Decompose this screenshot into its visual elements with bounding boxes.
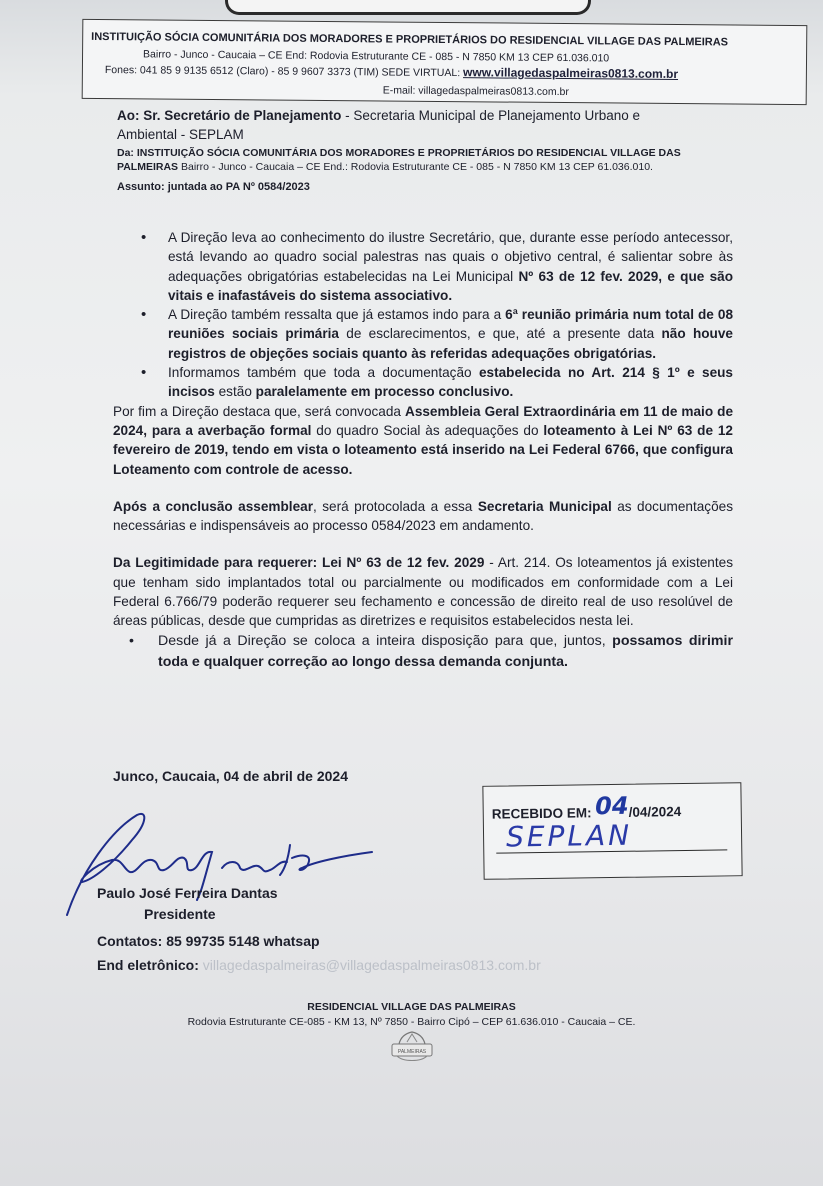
bullet-text: Desde já a Direção se coloca a inteira disposição para que, juntos, (158, 632, 613, 649)
contacts-block (97, 929, 541, 977)
paragraph-text: do quadro Social às adequações do (311, 422, 544, 438)
footer-title: RESIDENCIAL VILLAGE DAS PALMEIRAS (307, 1001, 516, 1013)
letterhead-phones: Fones: 041 85 9 9135 6512 (Claro) - 85 9 9607 3373 (TIM) SEDE VIRTUAL: (104, 64, 464, 80)
paper-clip (225, 0, 591, 15)
letterhead-website-link[interactable]: www.villagedaspalmeiras0813.com.br (463, 65, 679, 82)
signer-role: Presidente (144, 906, 216, 922)
contact-email-label: End eletrônico: (97, 957, 203, 973)
letterhead-box (82, 19, 808, 105)
paragraph-bold: Da Legitimidade para requerer: Lei Nº 63 de 12 fev. 2029 (113, 555, 485, 571)
bullet-text: A Direção leva ao conhecimento do ilustre Secretário, que, durante esse período antecessor, está levando ao quadro social palestras nas quais o objetivo central, é salientar sobre às adequações obrigatórias estabelecidas na Lei Municipal (168, 230, 733, 284)
stamp-label-text: RECEBIDO EM: (491, 805, 596, 822)
bullet-bold: paralelamente em processo conclusivo. (255, 384, 514, 400)
letterhead-title: INSTITUIÇÃO SÓCIA COMUNITÁRIA DOS MORADORES E PROPRIETÁRIOS DO RESIDENCIAL VILLAGE DAS PALMEIRAS (91, 30, 729, 49)
sender-line (117, 146, 737, 174)
paragraph-bold: Secretaria Municipal (477, 498, 612, 514)
paragraph (113, 497, 733, 536)
contact-phone: Contatos: 85 99735 5148 whatsap (97, 933, 320, 949)
footer-address: Rodovia Estruturante CE-085 - KM 13, Nº 7850 - Bairro Cipó – CEP 61.636.010 - Caucaia – CE. (187, 1016, 636, 1028)
letterhead-email: E-mail: villagedaspalmeiras0813.com.br (382, 84, 569, 99)
bullet-bold: estabelecida no Art. 214 § 1º e seus incisos (168, 365, 733, 400)
bullet-bold: possamos dirimir toda e qualquer correção ao longo dessa demanda conjunta. (158, 632, 733, 670)
bullet-bold: 6ª reunião primária num total de 08 reuniões sociais primária (168, 307, 733, 342)
recipient-line (117, 106, 737, 144)
page-footer (0, 1000, 823, 1030)
signature-block (97, 883, 278, 925)
recipient-line2: Ambiental - SEPLAM (117, 127, 244, 142)
contact-email-link[interactable]: villagedaspalmeiras@villagedaspalmeiras0813.com.br (202, 957, 541, 973)
letter-date: Junco, Caucaia, 04 de abril de 2024 (113, 768, 348, 784)
recipient-rest: - Secretaria Municipal de Planejamento Urbano e (341, 108, 640, 123)
letterhead-address: Bairro - Junco - Caucaia – CE End: Rodovia Estruturante CE - 085 - N 7850 KM 13 CEP 61.036.010 (143, 48, 610, 65)
bullet-item (113, 363, 733, 402)
bullet-text: A Direção também ressalta que já estamos indo para a (168, 307, 506, 323)
paragraph-bold: Após a conclusão assemblear (113, 498, 313, 514)
bullet-item (113, 228, 733, 305)
palmeiras-logo-icon (389, 1030, 435, 1066)
bullet-bold: não houve registros de objeções sociais quanto às referidas adequações obrigatórias. (168, 326, 733, 361)
subject-line: Assunto: juntada ao PA Nº 0584/2023 (117, 181, 310, 193)
contact-email-line (97, 953, 541, 977)
paragraph (113, 402, 733, 479)
letter-body (113, 228, 733, 673)
svg-text:PALMEIRAS: PALMEIRAS (397, 1049, 427, 1055)
stamp-day: 04 (594, 791, 629, 821)
bullet-text: de esclarecimentos, e que, até a presente data (338, 326, 662, 342)
paragraph-text: , será protocolada a essa (312, 498, 478, 514)
recipient-block (117, 106, 737, 196)
paragraph-bold: Assembleia Geral Extraordinária em 11 de maio de 2024, para a averbação formal (113, 403, 734, 438)
received-stamp (482, 782, 742, 880)
bullet-bold: Nº 63 de 12 fev. 2029, e que são vitais e inafastáveis do sistema associativo. (168, 268, 734, 303)
recipient-label: Ao: Sr. Secretário de Planejamento (117, 108, 342, 123)
stamp-month-year: /04/2024 (628, 804, 682, 820)
paragraph (113, 553, 733, 630)
bullet-text: estão (214, 384, 256, 400)
sender-address: Bairro - Junco - Caucaia – CE End.: Rodovia Estruturante CE - 085 - N 7850 KM 13 CEP 61.036.010. (178, 161, 653, 173)
signer-name: Paulo José Ferreira Dantas (97, 885, 278, 901)
paragraph-text: as documentações necessárias e indispensáveis ao processo 0584/2023 em andamento. (113, 498, 734, 534)
bullet-item (113, 305, 733, 363)
sender-label: Da: INSTITUIÇÃO SÓCIA COMUNITÁRIA DOS MORADORES E PROPRIETÁRIOS DO RESIDENCIAL VILLAGE DAS PALMEIRAS (117, 147, 681, 173)
paragraph-text: - Art. 214. Os loteamentos já existentes que tenham sido implantados total ou parcialmente ou modificados em conformidade com a Lei Federal 6.766/79 poderão requerer seu fechamento e concessão de direito real de uso resolúvel de áreas públicas, desde que cumpridas as diretrizes e requisitos estabelecidos nesta lei. (113, 555, 733, 629)
paragraph-text: Por fim a Direção destaca que, será convocada (113, 403, 405, 419)
bullet-text: Informamos também que toda a documentação (168, 365, 479, 381)
paragraph-bold: loteamento à Lei Nº 63 de 12 fevereiro de 2019, tendo em vista o loteamento está inserido na Lei Federal 6766, que configura Loteamento com controle de acesso. (113, 422, 733, 477)
stamp-handwritten: SEPLAN (505, 818, 633, 854)
bullet-item (113, 631, 733, 673)
